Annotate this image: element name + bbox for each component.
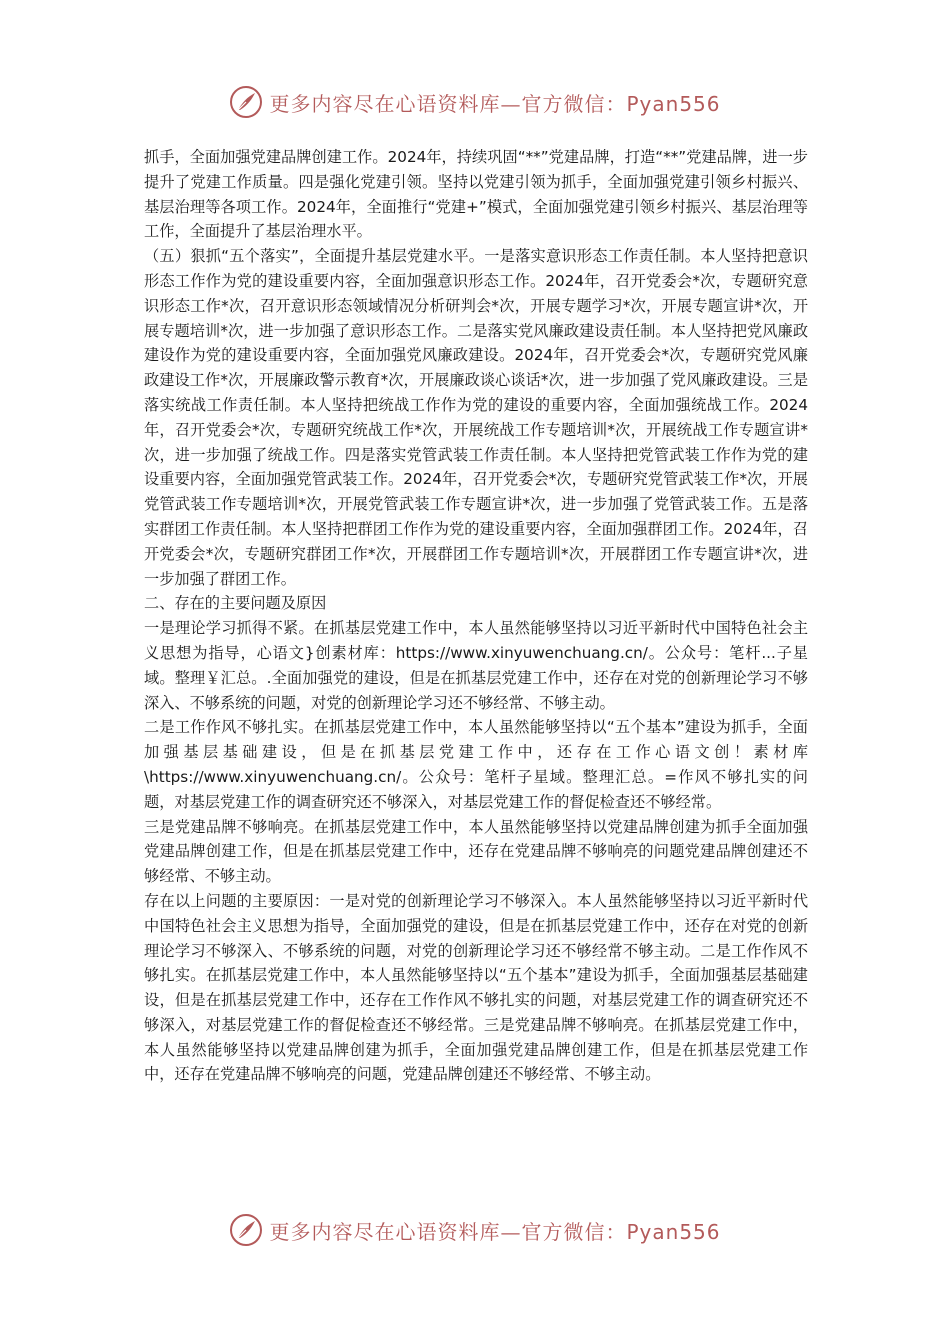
document-body (144, 145, 808, 1087)
feather-pen-logo-icon (229, 85, 263, 119)
header-banner (0, 82, 950, 122)
section-heading: 二、存在的主要问题及原因 (144, 594, 327, 613)
paragraph: 存在以上问题的主要原因：一是对党的创新理论学习不够深入。本人虽然能够坚持以习近平新时代中国特色社会主义思想为指导，全面加强党的建设，但是在抓基层党建工作中，还存在对党的创新理论学习不够深入、不够系统的问题，对党的创新理论学习还不够经常不够主动。二是工作作风不够扎实。在抓基层党建工作中，本人虽然能够坚持以“五个基本”建设为抓手，全面加强基层基础建设，但是在抓基层党建工作中，还存在工作作风不够扎实的问题，对基层党建工作的调查研究还不够深入，对基层党建工作的督促检查还不够经常。三是党建品牌不够响亮。在抓基层党建工作中，本人虽然能够坚持以党建品牌创建为抓手，全面加强党建品牌创建工作，但是在抓基层党建工作中，还存在党建品牌不够响亮的问题，党建品牌创建还不够经常、不够主动。 (144, 891, 808, 1084)
header-banner-text: 更多内容尽在心语资料库—官方微信：Pyan556 (269, 91, 721, 116)
paragraph: 抓手，全面加强党建品牌创建工作。2024年，持续巩固“**”党建品牌，打造“**”党建品牌，进一步提升了党建工作质量。四是强化党建引领。坚持以党建引领为抓手，全面加强党建引领乡村振兴、基层治理等各项工作。2024年，全面推行“党建+”模式，全面加强党建引领乡村振兴、基层治理等工作，全面提升了基层治理水平。 (144, 148, 808, 241)
footer-wechat-id: Pyan556 (626, 1219, 721, 1244)
paragraph: 一是理论学习抓得不紧。在抓基层党建工作中，本人虽然能够坚持以习近平新时代中国特色社会主义思想为指导，心语文}创素材库：https://www.xinyuwenchuang.cn/。公众号：笔杆...子星域。整理￥汇总。.全面加强党的建设，但是在抓基层党建工作中，还存在对党的创新理论学习不够深入、不够系统的问题，对党的创新理论学习还不够经常、不够主动。 (144, 619, 808, 712)
paragraph: （五）狠抓“五个落实”，全面提升基层党建水平。一是落实意识形态工作责任制。本人坚持把意识形态工作作为党的建设重要内容，全面加强意识形态工作。2024年，召开党委会*次，专题研究意识形态工作*次，召开意识形态领域情况分析研判会*次，开展专题学习*次，开展专题宣讲*次，开展专题培训*次，进一步加强了意识形态工作。二是落实党风廉政建设责任制。本人坚持把党风廉政建设作为党的建设重要内容，全面加强党风廉政建设。2024年，召开党委会*次，专题研究党风廉政建设工作*次，开展廉政警示教育*次，开展廉政谈心谈话*次，进一步加强了党风廉政建设。三是落实统战工作责任制。本人坚持把统战工作作为党的建设的重要内容，全面加强统战工作。2024年，召开党委会*次，专题研究统战工作*次，开展统战工作专题培训*次，开展统战工作专题宣讲*次，进一步加强了统战工作。四是落实党管武装工作责任制。本人坚持把党管武装工作作为党的建设重要内容，全面加强党管武装工作。2024年，召开党委会*次，专题研究党管武装工作*次，开展党管武装工作专题培训*次，开展党管武装工作专题宣讲*次，进一步加强了党管武装工作。五是落实群团工作责任制。本人坚持把群团工作作为党的建设重要内容，全面加强群团工作。2024年，召开党委会*次，专题研究群团工作*次，开展群团工作专题培训*次，开展群团工作专题宣讲*次，进一步加强了群团工作。 (144, 247, 808, 588)
footer-banner (0, 1210, 950, 1250)
header-wechat-id: Pyan556 (626, 91, 721, 116)
feather-pen-logo-icon (229, 1213, 263, 1247)
footer-banner-text: 更多内容尽在心语资料库—官方微信：Pyan556 (269, 1219, 721, 1244)
paragraph: 三是党建品牌不够响亮。在抓基层党建工作中，本人虽然能够坚持以党建品牌创建为抓手全面加强党建品牌创建工作，但是在抓基层党建工作中，还存在党建品牌不够响亮的问题党建品牌创建还不够经常、不够主动。 (144, 817, 808, 886)
paragraph: 二是工作作风不够扎实。在抓基层党建工作中，本人虽然能够坚持以“五个基本”建设为抓手，全面加强基层基础建设，但是在抓基层党建工作中，还存在工作心语文创！素材库\https://www.xinyuwenchuang.cn/。公众号：笔杆子星域。整理汇总。=作风不够扎实的问题，对基层党建工作的调查研究还不够深入，对基层党建工作的督促检查还不够经常。 (144, 718, 808, 811)
